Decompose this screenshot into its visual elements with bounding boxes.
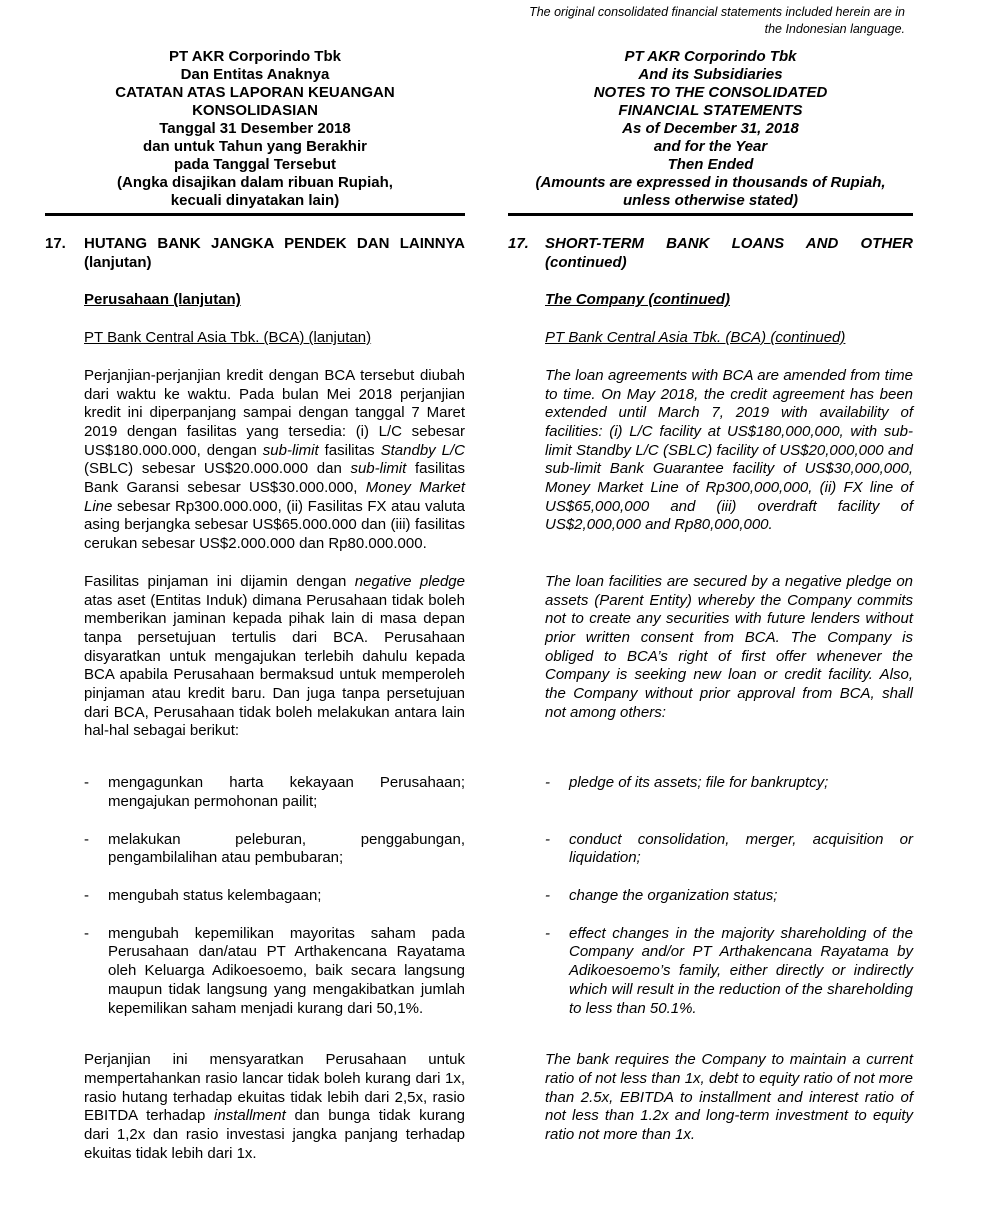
- bullet-text-en-3: change the organization status;: [569, 886, 778, 904]
- header-en-line: FINANCIAL STATEMENTS: [618, 102, 803, 119]
- content-grid: [45, 48, 913, 1163]
- bullet-dash: -: [84, 830, 89, 848]
- bullet-text-id-4: mengubah kepemilikan mayoritas saham pada Perusahaan dan/atau PT Arthakencana Rayatama oleh Keluarga Adikoesoemo, baik secara langsung maupun tidak langsung yang mengakibatkan jumlah kepemilikan saham menjadi kurang dari 50,1%.: [108, 924, 465, 1017]
- header-id-line: kecuali dinyatakan lain): [170, 192, 340, 209]
- bullet-text-id-1: mengagunkan harta kekayaan Perusahaan; mengajukan permohonan pailit;: [108, 774, 465, 810]
- subheading-company-en-text: The Company (continued): [545, 291, 730, 309]
- bullet-item-id-2: [45, 831, 465, 868]
- subheading-bca-en-text: PT Bank Central Asia Tbk. (BCA) (continued): [545, 329, 846, 347]
- language-note: [529, 4, 905, 38]
- section-number: 17.: [508, 235, 529, 252]
- header-id-line: PT AKR Corporindo Tbk: [169, 48, 341, 65]
- bullet-text-en-1: pledge of its assets; file for bankruptcy;: [569, 774, 829, 792]
- header-english: [508, 48, 913, 216]
- bullet-dash: -: [84, 886, 89, 904]
- header-id-line: dan untuk Tahun yang Berakhir: [143, 138, 367, 155]
- language-note-line-1: The original consolidated financial statements included herein are in: [529, 5, 905, 19]
- header-en-line: NOTES TO THE CONSOLIDATED: [593, 84, 828, 101]
- header-en-line: and for the Year: [653, 138, 768, 155]
- header-en-line: As of December 31, 2018: [622, 120, 799, 137]
- section-heading-en: [508, 235, 913, 272]
- bullet-dash: -: [545, 830, 550, 848]
- header-id-line: (Angka disajikan dalam ribuan Rupiah,: [117, 174, 393, 191]
- section-heading-id: [45, 235, 465, 272]
- header-en-line: unless otherwise stated): [622, 192, 799, 209]
- bullet-text-id-2: melakukan peleburan, penggabungan, pengambilalihan atau pembubaran;: [108, 830, 465, 867]
- bullet-dash: -: [84, 774, 89, 792]
- paragraph-negative-pledge-id: Fasilitas pinjaman ini dijamin dengan negative pledge atas aset (Entitas Induk) dimana Perusahaan tidak boleh memberikan jaminan kepada pihak lain di masa depan tanpa persetujuan tertulis dari BCA. Perusahaan disyaratkan untuk mengajukan terlebih dahulu kepada BCA apabila Perusahaan bermaksud untuk memperoleh pinjaman atau kredit baru. Dan juga tanpa persetujuan dari BCA, Perusahaan tidak boleh melakukan antara lain hal-hal sebagai berikut:: [84, 572, 465, 740]
- header-id-line: CATATAN ATAS LAPORAN KEUANGAN: [115, 84, 395, 101]
- paragraph-ratios-id: Perjanjian ini mensyaratkan Perusahaan untuk mempertahankan rasio lancar tidak boleh kurang dari 1x, rasio hutang terhadap ekuitas tidak lebih dari 2,5x, rasio EBITDA terhadap installment dan bunga tidak kurang dari 1,2x dan rasio investasi jangka panjang terhadap ekuitas tidak lebih dari 1x.: [84, 1051, 465, 1162]
- bullet-dash: -: [84, 924, 89, 942]
- subheading-bca-en: [508, 329, 913, 348]
- paragraph-negative-pledge-en: The loan facilities are secured by a negative pledge on assets (Parent Entity) whereby the Company commits not to create any securities with future lenders without prior written consent from BCA. The Company is obliged to BCA’s right of first offer whenever the Company is seeking new loan or credit facility. Also, the Company without prior approval from BCA, shall not among others:: [545, 572, 913, 721]
- bullet-dash: -: [545, 774, 550, 792]
- header-id-line: Dan Entitas Anaknya: [180, 66, 330, 83]
- header-en-line: (Amounts are expressed in thousands of Rupiah,: [535, 174, 886, 191]
- subheading-bca-id: [45, 329, 465, 348]
- paragraph-credit-agreement-id: Perjanjian-perjanjian kredit dengan BCA tersebut diubah dari waktu ke waktu. Pada bulan Mei 2018 perjanjian kredit ini diperpanjang sampai dengan tanggal 7 Maret 2019 dengan fasilitas yang tersedia: (i) L/C sebesar US$180.000.000, dengan sub-limit fasilitas Standby L/C (SBLC) sebesar US$20.000.000 dan sub-limit fasilitas Bank Garansi sebesar US$30.000.000, Money Market Line sebesar Rp300.000.000, (ii) Fasilitas FX atau valuta asing berjangka sebesar US$65.000.000 dan (iii) fasilitas cerukan sebesar US$2.000.000 dan Rp80.000.000.: [84, 366, 465, 553]
- subheading-company-en: [508, 291, 913, 310]
- header-id-line: KONSOLIDASIAN: [192, 102, 318, 119]
- bullet-item-en-2: [508, 831, 913, 868]
- subheading-company-id-text: Perusahaan (lanjutan): [84, 291, 241, 309]
- paragraph-credit-agreement-en: The loan agreements with BCA are amended from time to time. On May 2018, the credit agreement has been extended until March 7, 2019 with availability of facilities: (i) L/C facility at US$180,000,000, with sub-limit Standby L/C (SBLC) facility of US$20,000,000 and sub-limit Bank Guarantee facility of US$30,000,000, Money Market Line of Rp300,000,000, (ii) FX line of US$65,000,000 and (iii) overdraft facility of US$2,000,000 and Rp80,000,000.: [545, 366, 913, 534]
- bullet-dash: -: [545, 924, 550, 942]
- subheading-bca-id-text: PT Bank Central Asia Tbk. (BCA) (lanjutan): [84, 329, 372, 347]
- bullet-dash: -: [545, 886, 550, 904]
- header-id-line: Tanggal 31 Desember 2018: [159, 120, 351, 137]
- bullet-text-id-3: mengubah status kelembagaan;: [108, 886, 322, 904]
- section-title-id: HUTANG BANK JANGKA PENDEK DAN LAINNYA (lanjutan): [84, 235, 465, 271]
- bullet-text-en-2: conduct consolidation, merger, acquisition or liquidation;: [569, 830, 913, 867]
- bullet-item-id-3: [45, 887, 465, 906]
- bullet-text-en-4: effect changes in the majority shareholding of the Company and/or PT Arthakencana Rayatama by Adikoesoemo’s family, either directly or indirectly which will result in the reduction of the shareholding to less than 50.1%.: [569, 924, 913, 1017]
- bullet-item-id-1: [45, 774, 465, 811]
- header-en-line: PT AKR Corporindo Tbk: [624, 48, 797, 65]
- header-en-line: And its Subsidiaries: [638, 66, 783, 83]
- subheading-company-id: [45, 291, 465, 310]
- header-id-line: pada Tanggal Tersebut: [174, 156, 336, 173]
- section-number: 17.: [45, 235, 66, 252]
- bullet-item-en-3: [508, 887, 913, 906]
- header-indonesian: [45, 48, 465, 216]
- bullet-item-id-4: [45, 925, 465, 1019]
- bullet-item-en-1: [508, 774, 913, 793]
- section-title-en: SHORT-TERM BANK LOANS AND OTHER (continued): [545, 235, 913, 271]
- bullet-item-en-4: [508, 925, 913, 1019]
- header-en-line: Then Ended: [667, 156, 754, 173]
- paragraph-ratios-en: The bank requires the Company to maintain a current ratio of not less than 1x, debt to equity ratio of not more than 2.5x, EBITDA to installment and interest ratio of not less than 1.2x and long-term investment to equity ratio not more than 1x.: [545, 1051, 913, 1144]
- language-note-line-2: the Indonesian language.: [764, 22, 905, 36]
